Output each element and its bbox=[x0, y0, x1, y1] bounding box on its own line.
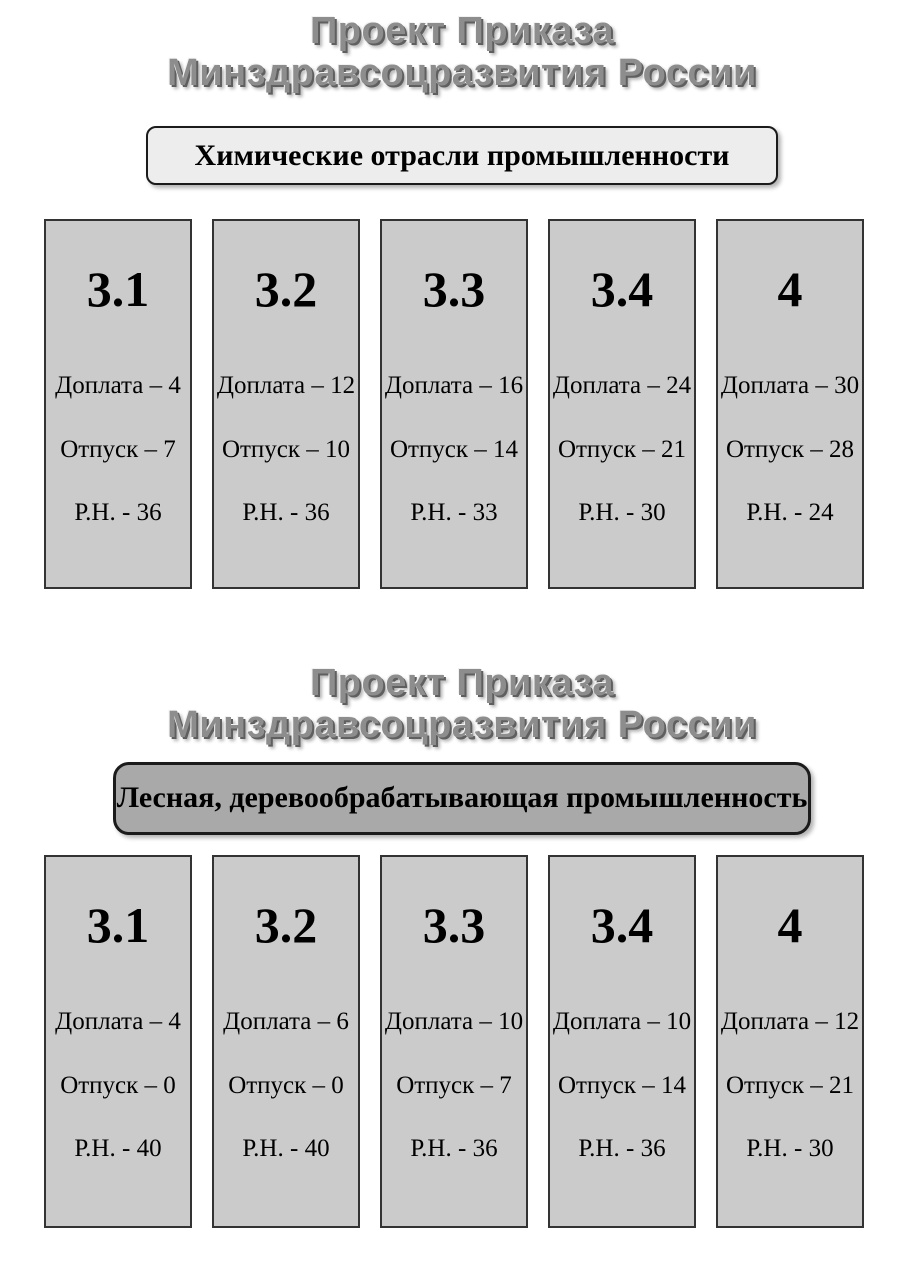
grade-card-3-4 bbox=[548, 855, 696, 1228]
grade-number: 3.1 bbox=[86, 261, 150, 317]
otpusk-line: Отпуск – 21 bbox=[557, 436, 687, 463]
section2-title-line2: Минздравсоцразвития России bbox=[167, 704, 757, 746]
doplata-line: Доплата – 4 bbox=[55, 1008, 181, 1035]
doplata-line: Доплата – 10 bbox=[384, 1008, 524, 1035]
grade-card-4 bbox=[716, 855, 864, 1228]
doplata-line: Доплата – 24 bbox=[552, 372, 692, 399]
rn-line: Р.Н. - 24 bbox=[746, 499, 834, 526]
grade-number: 3.2 bbox=[254, 261, 318, 317]
grade-card-3-3 bbox=[380, 855, 528, 1228]
rn-line: Р.Н. - 40 bbox=[74, 1135, 162, 1162]
otpusk-line: Отпуск – 0 bbox=[228, 1072, 344, 1099]
otpusk-line: Отпуск – 14 bbox=[557, 1072, 687, 1099]
otpusk-line: Отпуск – 14 bbox=[389, 436, 519, 463]
doplata-line: Доплата – 10 bbox=[552, 1008, 692, 1035]
doplata-line: Доплата – 6 bbox=[223, 1008, 349, 1035]
grade-number: 4 bbox=[777, 897, 803, 953]
section1-title bbox=[0, 10, 924, 94]
grade-card-3-2 bbox=[212, 219, 360, 589]
category-banner-chemical: Химические отрасли промышленности bbox=[146, 126, 778, 185]
otpusk-line: Отпуск – 7 bbox=[60, 436, 176, 463]
otpusk-line: Отпуск – 10 bbox=[221, 436, 351, 463]
doplata-line: Доплата – 12 bbox=[216, 372, 356, 399]
section1-title-line2: Минздравсоцразвития России bbox=[167, 52, 757, 94]
grade-number: 3.3 bbox=[422, 261, 486, 317]
grade-number: 4 bbox=[777, 261, 803, 317]
grade-number: 3.2 bbox=[254, 897, 318, 953]
doplata-line: Доплата – 4 bbox=[55, 372, 181, 399]
section2-title bbox=[0, 662, 924, 746]
otpusk-line: Отпуск – 28 bbox=[725, 436, 855, 463]
grade-card-4 bbox=[716, 219, 864, 589]
grade-card-3-3 bbox=[380, 219, 528, 589]
grade-card-3-2 bbox=[212, 855, 360, 1228]
rn-line: Р.Н. - 40 bbox=[242, 1135, 330, 1162]
grade-number: 3.4 bbox=[590, 897, 654, 953]
grade-number: 3.1 bbox=[86, 897, 150, 953]
otpusk-line: Отпуск – 21 bbox=[725, 1072, 855, 1099]
rn-line: Р.Н. - 36 bbox=[578, 1135, 666, 1162]
rn-line: Р.Н. - 30 bbox=[746, 1135, 834, 1162]
doplata-line: Доплата – 16 bbox=[384, 372, 524, 399]
rn-line: Р.Н. - 36 bbox=[74, 499, 162, 526]
rn-line: Р.Н. - 36 bbox=[410, 1135, 498, 1162]
grade-number: 3.3 bbox=[422, 897, 486, 953]
grade-card-3-4 bbox=[548, 219, 696, 589]
rn-line: Р.Н. - 30 bbox=[578, 499, 666, 526]
doplata-line: Доплата – 12 bbox=[720, 1008, 860, 1035]
section1-title-line1: Проект Приказа bbox=[309, 10, 615, 52]
otpusk-line: Отпуск – 0 bbox=[60, 1072, 176, 1099]
grade-number: 3.4 bbox=[590, 261, 654, 317]
grade-card-3-1 bbox=[44, 219, 192, 589]
rn-line: Р.Н. - 36 bbox=[242, 499, 330, 526]
rn-line: Р.Н. - 33 bbox=[410, 499, 498, 526]
grade-card-3-1 bbox=[44, 855, 192, 1228]
category-banner-forestry: Лесная, деревообрабатывающая промышленность bbox=[113, 762, 811, 835]
section2-title-line1: Проект Приказа bbox=[309, 662, 615, 704]
otpusk-line: Отпуск – 7 bbox=[396, 1072, 512, 1099]
doplata-line: Доплата – 30 bbox=[720, 372, 860, 399]
